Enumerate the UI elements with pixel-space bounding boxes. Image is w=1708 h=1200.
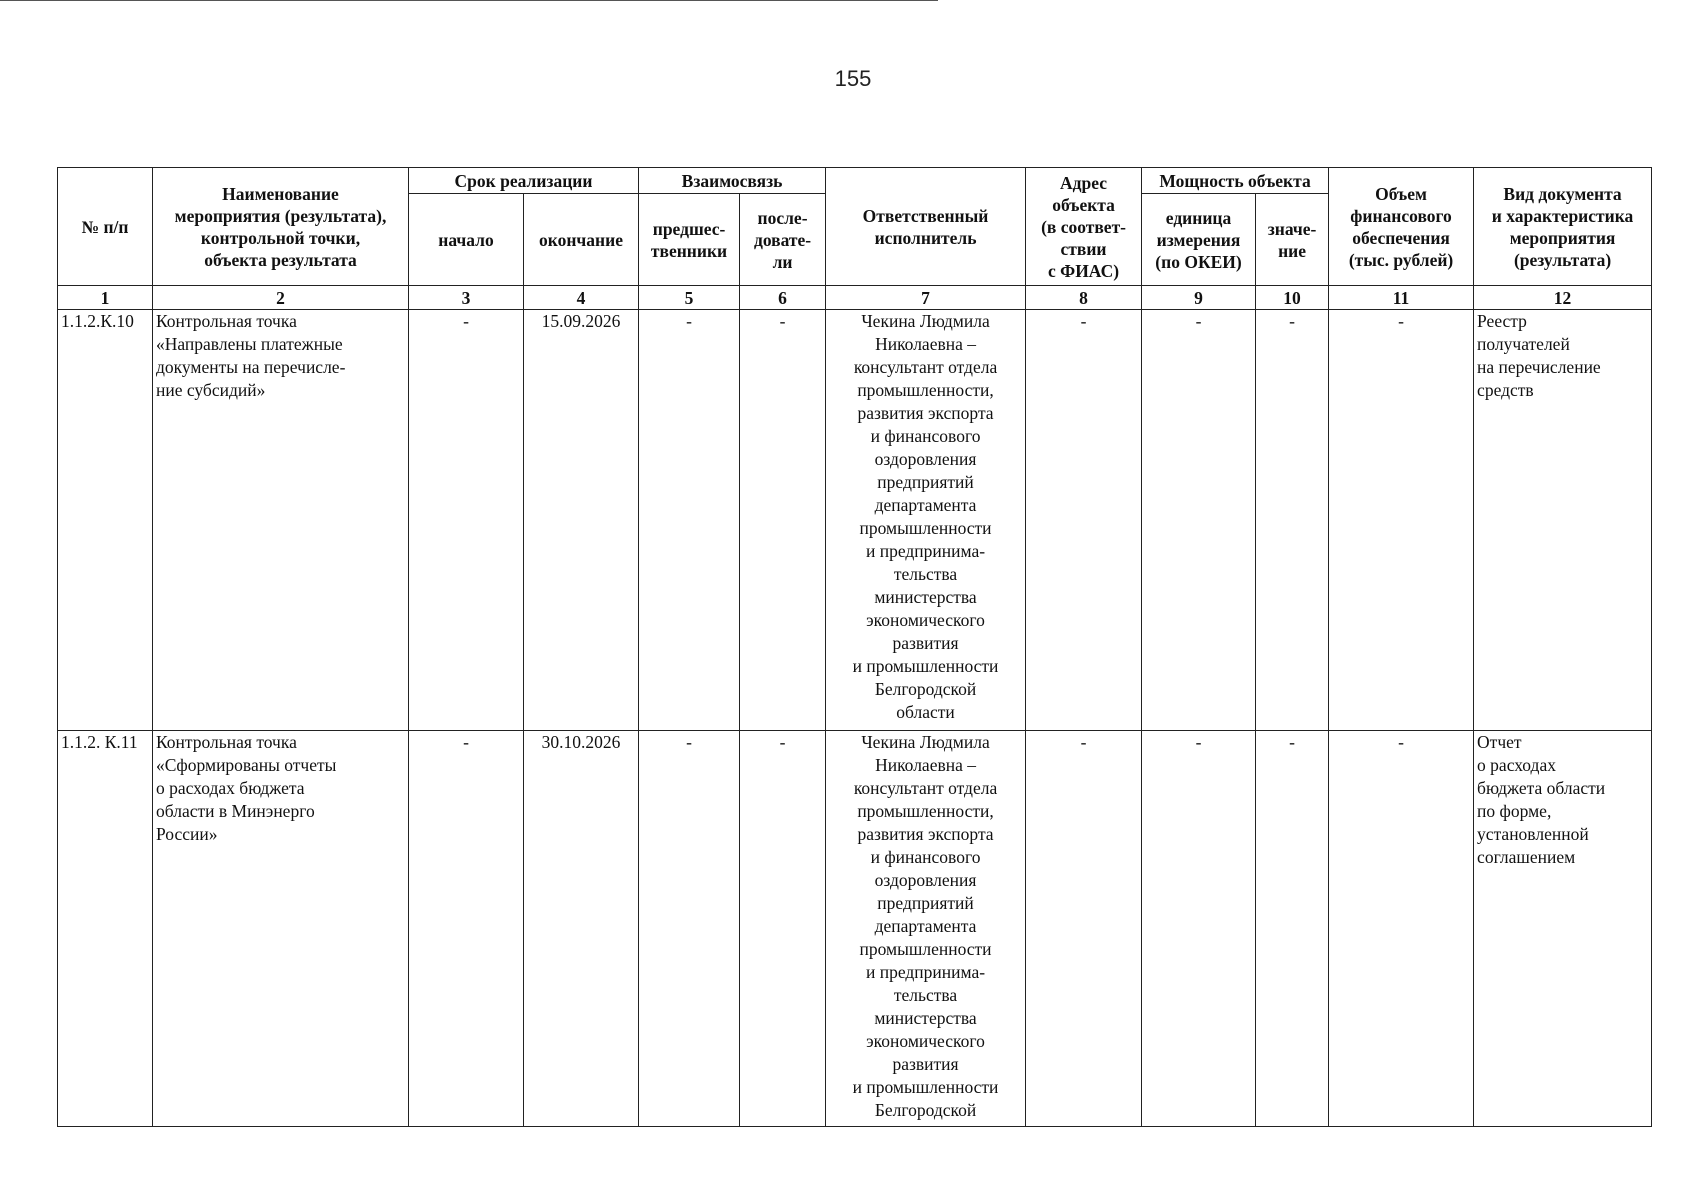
cell-prev: -	[639, 310, 740, 731]
column-number: 8	[1026, 286, 1142, 310]
column-number: 3	[409, 286, 524, 310]
column-number: 2	[153, 286, 409, 310]
header-address: Адрес объекта (в соответ- ствии с ФИАС)	[1026, 168, 1142, 286]
cell-finance: -	[1329, 731, 1474, 1127]
cell-next: -	[740, 310, 826, 731]
cell-value: -	[1256, 731, 1329, 1127]
header-link-prev: предшес- твенники	[639, 194, 740, 286]
cell-end: 30.10.2026	[524, 731, 639, 1127]
page-number: 155	[834, 66, 872, 91]
top-rule	[0, 0, 938, 1]
cell-start: -	[409, 310, 524, 731]
header-finance: Объем финансового обеспечения (тыс. рублей)	[1329, 168, 1474, 286]
column-number: 6	[740, 286, 826, 310]
plan-table	[57, 167, 1652, 1127]
header-responsible: Ответственный исполнитель	[826, 168, 1026, 286]
column-number: 12	[1474, 286, 1652, 310]
header-term: Срок реализации	[409, 168, 639, 194]
column-number: 5	[639, 286, 740, 310]
cell-next: -	[740, 731, 826, 1127]
cell-responsible: Чекина Людмила Николаевна – консультант отдела промышленности, развития экспорта и финансового оздоровления предприятий департамента промышленности и предпринима- тельства министерства экономического развития и промышленности Белгородской области	[826, 310, 1026, 731]
header-num: № п/п	[58, 168, 153, 286]
column-number: 9	[1142, 286, 1256, 310]
cell-name: Контрольная точка «Направлены платежные документы на перечисле- ние субсидий»	[153, 310, 409, 731]
header-doc: Вид документа и характеристика мероприятия (результата)	[1474, 168, 1652, 286]
cell-finance: -	[1329, 310, 1474, 731]
header-term-end: окончание	[524, 194, 639, 286]
header-row-top	[58, 168, 1652, 194]
cell-unit: -	[1142, 310, 1256, 731]
cell-end: 15.09.2026	[524, 310, 639, 731]
cell-name: Контрольная точка «Сформированы отчеты о расходах бюджета области в Минэнерго России»	[153, 731, 409, 1127]
cell-num: 1.1.2.К.10	[58, 310, 153, 731]
header-term-start: начало	[409, 194, 524, 286]
cell-address: -	[1026, 310, 1142, 731]
header-capacity-unit: единица измерения (по ОКЕИ)	[1142, 194, 1256, 286]
column-number: 1	[58, 286, 153, 310]
cell-prev: -	[639, 731, 740, 1127]
cell-start: -	[409, 731, 524, 1127]
table-row	[58, 731, 1652, 1127]
cell-num: 1.1.2. К.11	[58, 731, 153, 1127]
column-number: 11	[1329, 286, 1474, 310]
table-row	[58, 310, 1652, 731]
header-name: Наименование мероприятия (результата), контрольной точки, объекта результата	[153, 168, 409, 286]
cell-doc: Реестр получателей на перечисление средств	[1474, 310, 1652, 731]
header-link-next: после- довате- ли	[740, 194, 826, 286]
cell-responsible: Чекина Людмила Николаевна – консультант отдела промышленности, развития экспорта и финансового оздоровления предприятий департамента промышленности и предпринима- тельства министерства экономического развития и промышленности Белгородской	[826, 731, 1026, 1127]
cell-unit: -	[1142, 731, 1256, 1127]
header-capacity-value: значе- ние	[1256, 194, 1329, 286]
cell-value: -	[1256, 310, 1329, 731]
header-link: Взаимосвязь	[639, 168, 826, 194]
column-number: 4	[524, 286, 639, 310]
header-capacity: Мощность объекта	[1142, 168, 1329, 194]
cell-address: -	[1026, 731, 1142, 1127]
column-number: 7	[826, 286, 1026, 310]
column-number-row	[58, 286, 1652, 310]
column-number: 10	[1256, 286, 1329, 310]
cell-doc: Отчет о расходах бюджета области по форме, установленной соглашением	[1474, 731, 1652, 1127]
